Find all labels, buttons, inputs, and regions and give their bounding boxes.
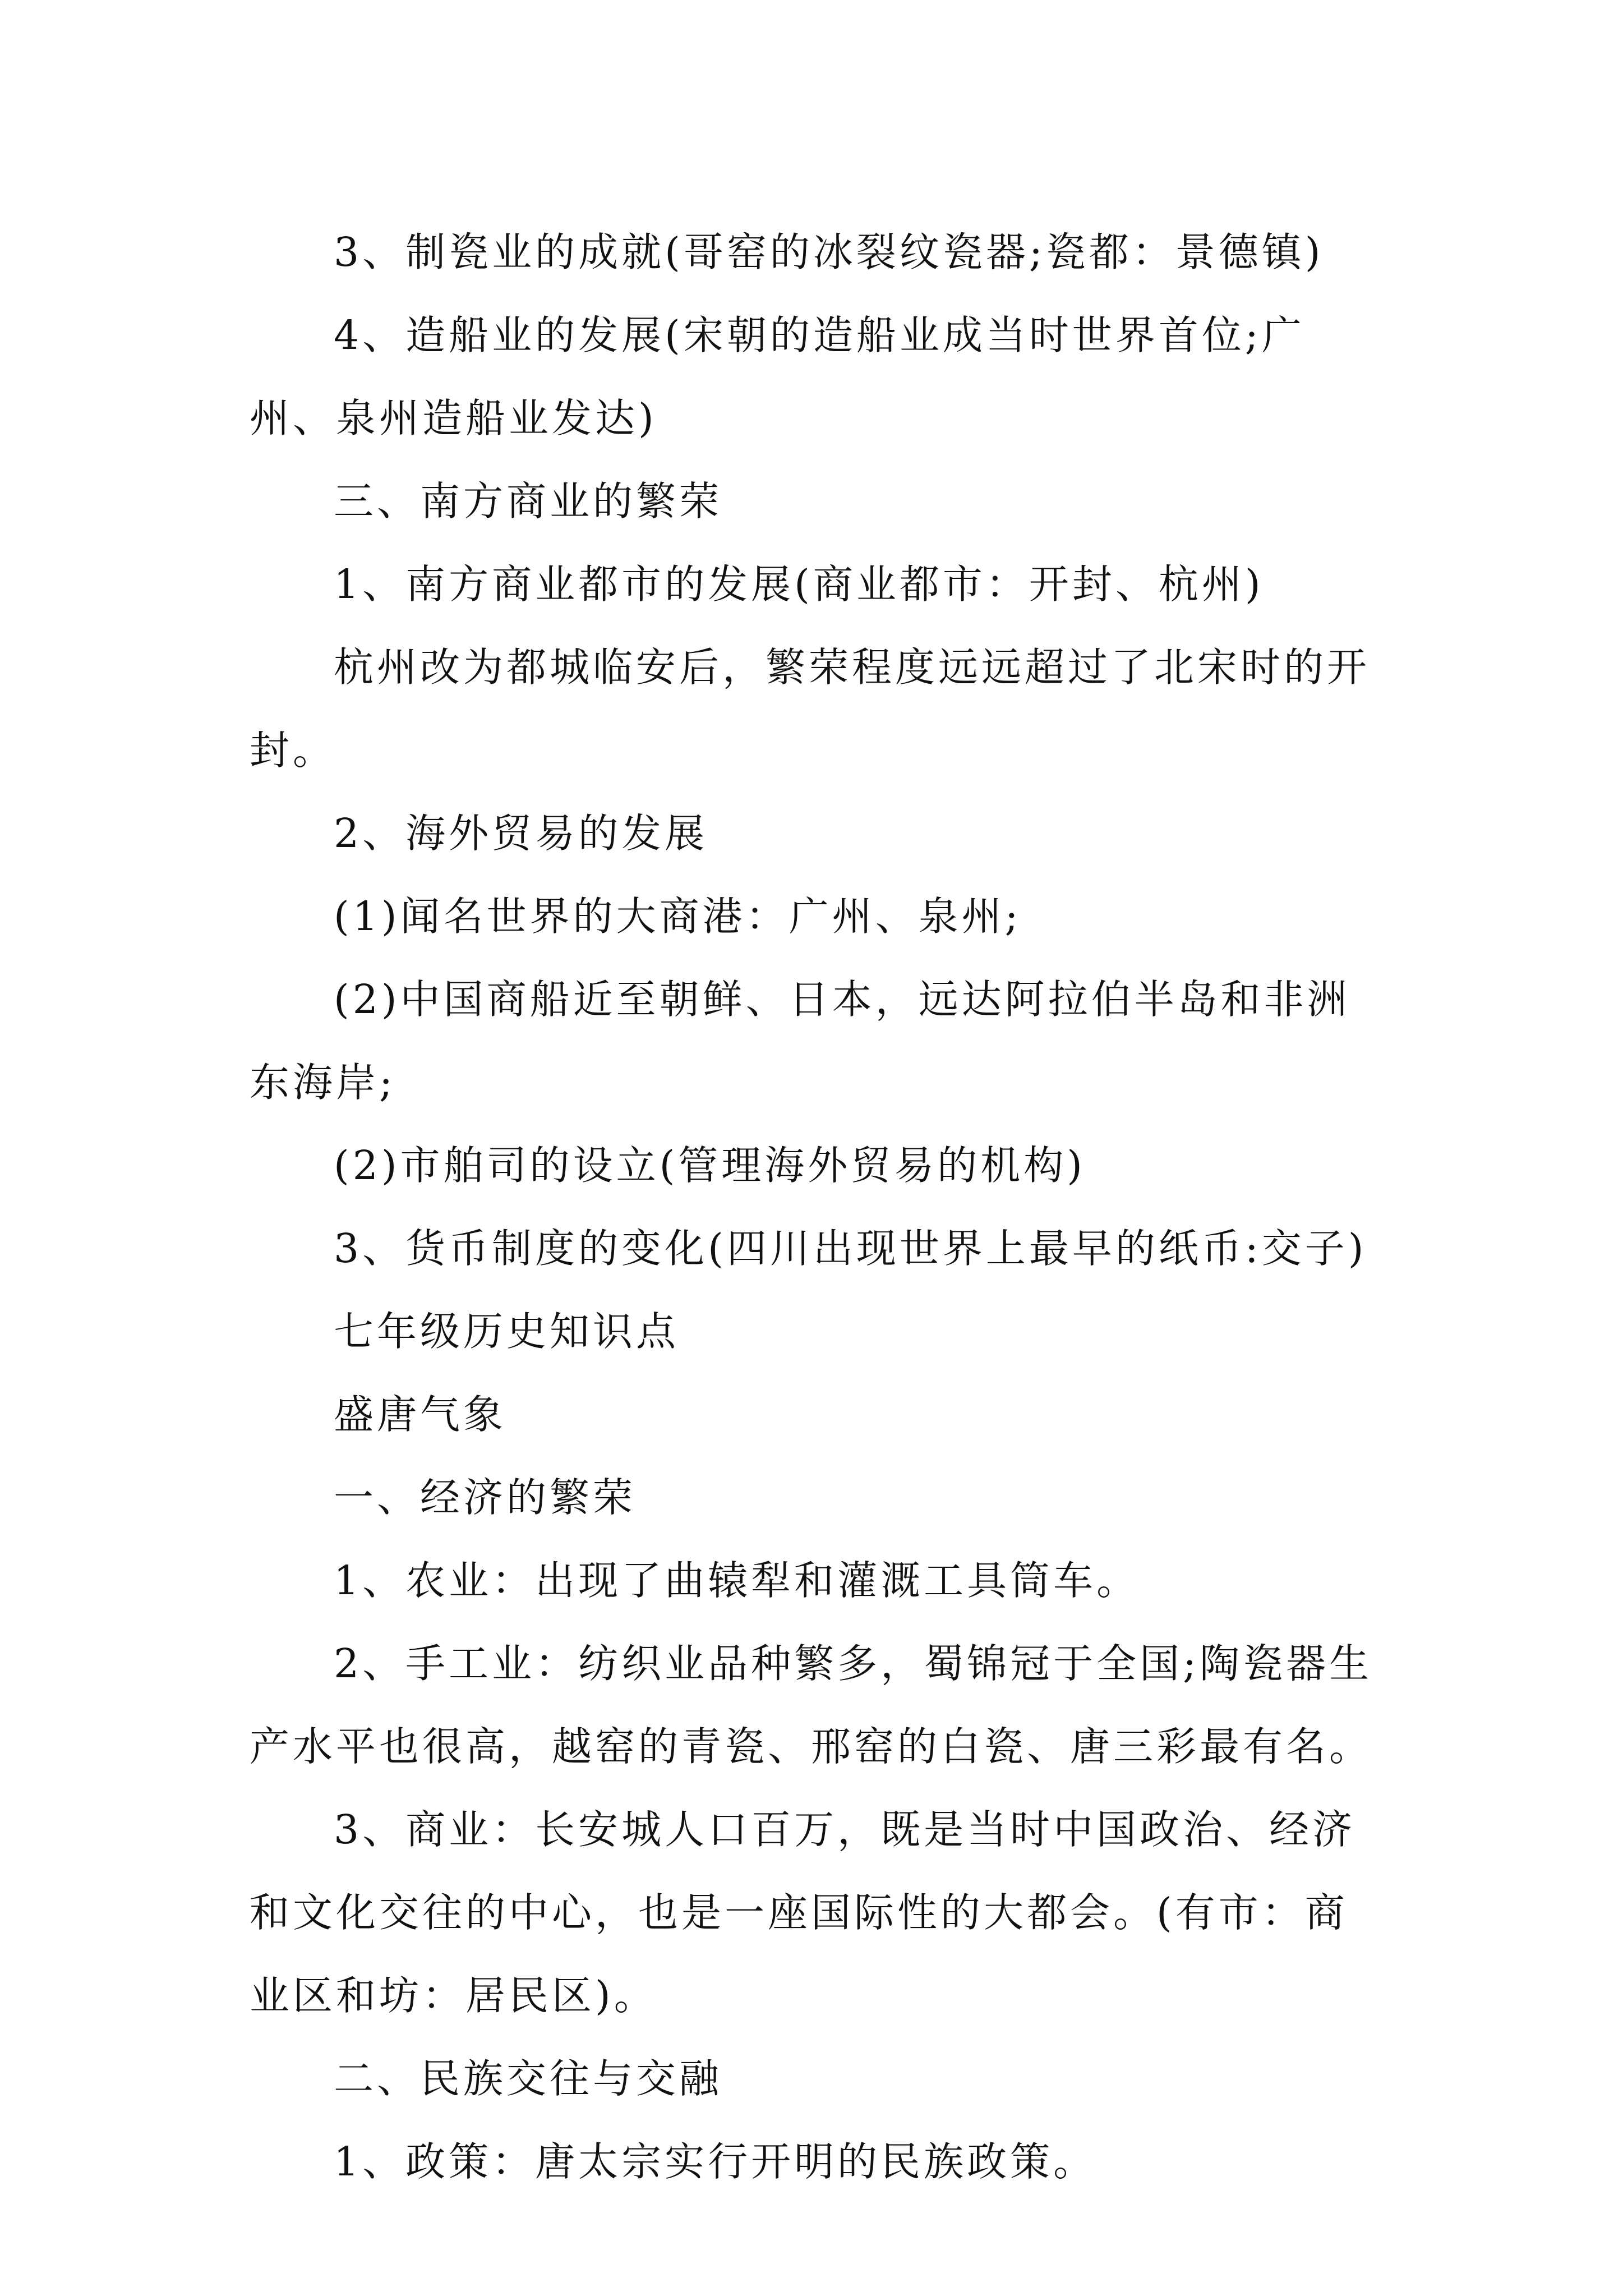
document-body <box>250 211 1391 2203</box>
paragraph-overseas-trade: 2、海外贸易的发展 <box>334 810 708 857</box>
heading-grade7-history: 七年级历史知识点 <box>334 1308 680 1355</box>
paragraph-shipbuilding: 4、造船业的发展(宋朝的造船业成当时世界首位;广州、泉州造船业发达) <box>250 312 1305 441</box>
paragraph-handicraft: 2、手工业：纺织业品种繁多，蜀锦冠于全国;陶瓷器生产水平也很高，越窑的青瓷、邢窑的白瓷、唐三彩最有名。 <box>250 1640 1373 1770</box>
paragraph-policy: 1、政策：唐太宗实行开明的民族政策。 <box>334 2138 1097 2185</box>
heading-ethnic-exchange: 二、民族交往与交融 <box>334 2055 723 2102</box>
paragraph-agriculture: 1、农业：出现了曲辕犁和灌溉工具筒车。 <box>334 1557 1140 1604</box>
paragraph-commerce: 3、商业：长安城人口百万，既是当时中国政治、经济和文化交往的中心，也是一座国际性的大都会。(有市：商业区和坊：居民区)。 <box>250 1806 1356 2019</box>
paragraph-hangzhou: 杭州改为都城临安后，繁荣程度远远超过了北宋时的开封。 <box>250 644 1371 774</box>
paragraph-porcelain: 3、制瓷业的成就(哥窑的冰裂纹瓷器;瓷都：景德镇) <box>334 229 1324 275</box>
paragraph-currency: 3、货币制度的变化(四川出现世界上最早的纸币:交子) <box>334 1225 1367 1272</box>
paragraph-ports: (1)闻名世界的大商港：广州、泉州; <box>334 893 1022 940</box>
paragraph-merchant-ships: (2)中国商船近至朝鲜、日本，远达阿拉伯半岛和非洲东海岸; <box>250 976 1350 1106</box>
heading-tang: 盛唐气象 <box>334 1391 507 1438</box>
heading-economy: 一、经济的繁荣 <box>334 1474 637 1521</box>
paragraph-commercial-cities: 1、南方商业都市的发展(商业都市：开封、杭州) <box>334 561 1264 608</box>
paragraph-shibosi: (2)市舶司的设立(管理海外贸易的机构) <box>334 1142 1086 1189</box>
heading-southern-commerce: 三、南方商业的繁荣 <box>334 478 723 524</box>
